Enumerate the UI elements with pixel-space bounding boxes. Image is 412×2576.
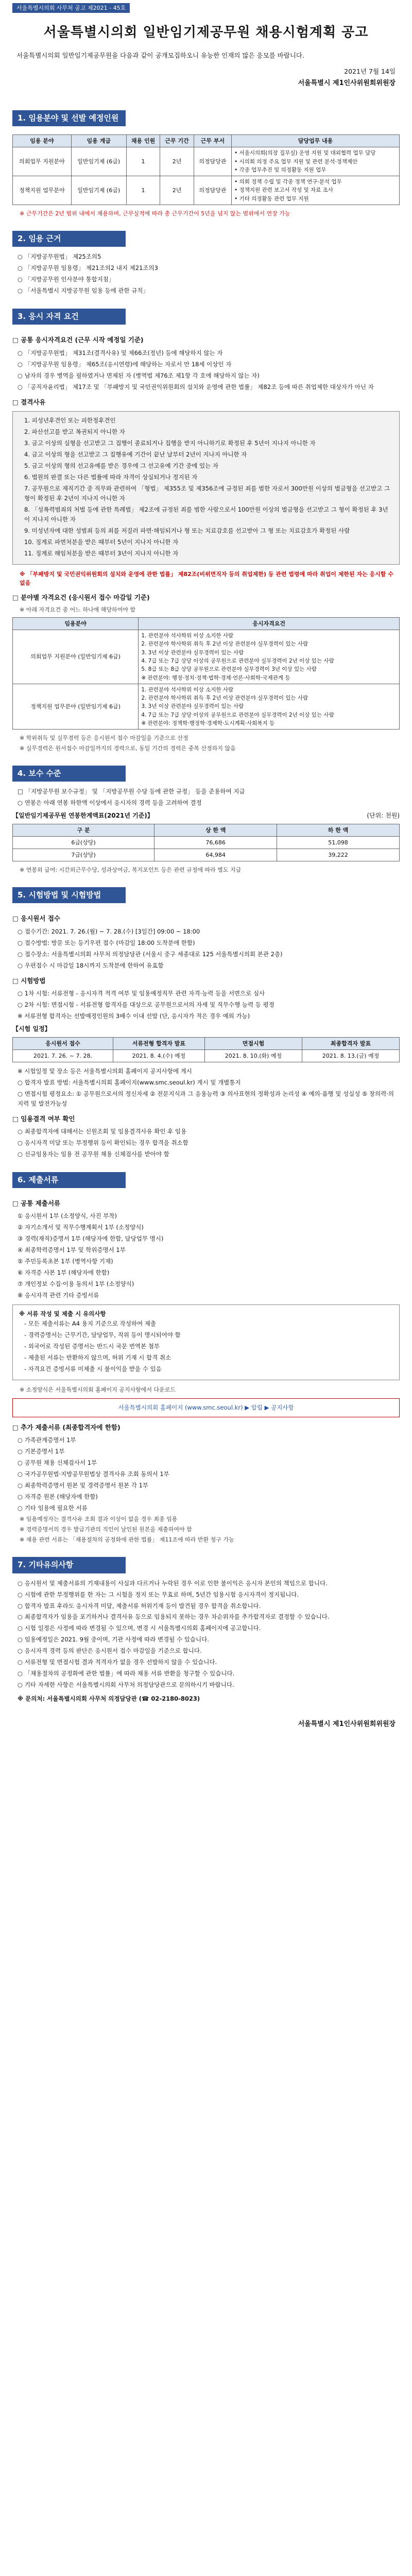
footer-org: 서울특별시 제1인사위원회위원장 <box>298 1720 396 1728</box>
list-item: - 제출된 서류는 반환하지 않으며, 허위 기재 시 합격 취소 <box>24 1354 171 1362</box>
disqualification-warning: ※ 「부패방지 및 국민권익위원회의 설치와 운영에 관한 법률」 제82조(비위면직자 등의 취업제한) 등 관련 법령에 따라 취업이 제한된 자는 응시할 수 없음 <box>20 570 393 586</box>
list-item: ④ 최종학력증명서 1부 및 학위증명서 1부 <box>18 1246 126 1254</box>
list-item: ※ 시험일정 및 장소 등은 서울특별시의회 홈페이지 공지사항에 게시 <box>18 1067 192 1075</box>
notice-number: 서울특별시의회 사무처 공고 제2021 - 45호 <box>12 3 130 13</box>
list-item: ① 응시원서 1부 (소정양식, 사진 부착) <box>18 1212 117 1220</box>
cell-grade: 6급(상당) <box>13 837 154 849</box>
list-item: - 자격요건 증빙서류 미제출 시 불이익을 받을 수 있음 <box>24 1365 162 1373</box>
list-item: ② 자기소개서 및 직무수행계획서 1부 (소정양식) <box>18 1224 144 1231</box>
cell-duties: • 의회 정책 수립 및 각종 정책 연구·분석 업무 • 정책지원 관련 보고서 작성 및 자료 조사 • 기타 의정활동 관련 업무 지원 <box>232 176 400 205</box>
column-header: 채용 인원 <box>126 135 160 147</box>
list-item: ○ 「지방공무원법」 제25조의5 <box>18 253 101 261</box>
cell-count: 1 <box>126 176 160 205</box>
field-req-table <box>12 617 400 730</box>
list-item: ○ 남자의 경우 병역을 필하였거나 면제된 자 (병역법 제76조 제1항 각 호에 해당하지 않는 자) <box>18 371 260 379</box>
cell-lower: 39,222 <box>277 849 400 861</box>
table-row <box>13 849 400 861</box>
list-item: ○ 접수장소: 서울특별시의회 사무처 의정담당관 (서울시 중구 세종대로 125 서울특별시의회 본관 2층) <box>18 950 283 958</box>
extra-note: ※ 실무경력은 원서접수 마감일까지의 경력으로, 동일 기간의 경력은 중복 산정하지 않음 <box>20 745 236 752</box>
list-item: ○ 면접시험 평정요소: ① 공무원으로서의 정신자세 ② 전문지식과 그 응용능력 ③ 의사표현의 정확성과 논리성 ④ 예의·품행 및 성실성 ⑤ 창의력·의지력 및 발전가능성 <box>18 1090 394 1107</box>
process-notes <box>12 1515 400 1544</box>
cell-dept: 의정담당관 <box>194 176 231 205</box>
exam-notes-list <box>12 1066 400 1109</box>
list-item: 6. 법원의 판결 또는 다른 법률에 따라 자격이 상실되거나 정지된 자 <box>24 473 198 481</box>
column-header: 서류전형 합격자 발표 <box>113 1037 204 1049</box>
documents-list <box>12 1211 400 1300</box>
positions-table <box>12 134 400 205</box>
list-item: ○ 최종학력증명서 원본 및 경력증명서 원본 각 1부 <box>18 1482 149 1489</box>
cell-upper: 76,686 <box>154 837 277 849</box>
notice-date: 2021년 7월 14일 <box>344 67 396 75</box>
cell-grade: 7급(상당) <box>13 849 154 861</box>
application-heading: □ 응시원서 접수 <box>12 914 60 923</box>
disqualification-heading: □ 결격사유 <box>12 398 46 406</box>
list-item: ○ 응시자격 미달 또는 부정행위 등이 확인되는 경우 합격을 취소함 <box>18 1139 188 1146</box>
schedule-cell: 2021. 8. 4.(수) 예정 <box>113 1049 204 1062</box>
list-item: - 외국어로 작성된 증명서는 반드시 국문 번역본 첨부 <box>24 1343 160 1350</box>
list-item: ○ 「서울특별시 지방공무원 임용 등에 관한 규칙」 <box>18 287 149 295</box>
list-item: ○ 시험에 관한 부정행위를 한 자는 그 시험을 정지 또는 무효로 하며, 5년간 임용시험 응시자격이 정지됩니다. <box>18 1590 299 1598</box>
list-item: ○ 「공직자윤리법」 제17조 및 「부패방지 및 국민권익위원회의 설치와 운영에 관한 법률」 제82조 등에 따른 취업제한 대상자가 아닌 자 <box>18 383 374 391</box>
intro-text: 서울특별시의회 일반임기제공무원을 다음과 같이 공개모집하오니 유능한 인재의 많은 응모를 바랍니다. <box>16 52 304 60</box>
column-header: 담당업무 내용 <box>232 135 400 147</box>
list-item: ⑥ 자격증 사본 1부 (해당자에 한함) <box>18 1269 110 1277</box>
list-item: 11. 징계로 해임처분을 받은 때부터 3년이 지나지 아니한 자 <box>24 549 179 557</box>
list-item: ○ 서류전형 및 면접시험 결과 적격자가 없을 경우 선발하지 않을 수 있습니다. <box>18 1658 217 1666</box>
caution-title: ※ 서류 작성 및 제출 시 유의사항 <box>19 1310 106 1318</box>
contact-info: ※ 문의처: 서울특별시의회 사무처 의정담당관 (☎ 02-2180-8023) <box>18 1695 200 1703</box>
list-item: ⑧ 응시자격 관련 기타 증빙서류 <box>18 1292 99 1299</box>
exam-method-list <box>12 989 400 1021</box>
column-header: 상 한 액 <box>154 824 277 837</box>
section-5-heading: 5. 시험방법 및 시험방법 <box>12 887 126 903</box>
cell-lower: 51,098 <box>277 837 400 849</box>
list-item: ○ 「지방공무원 임용령」 제65조(응시연령)에 해당하는 자로서 만 18세 이상인 자 <box>18 360 232 368</box>
column-header: 임용분야 <box>13 618 139 630</box>
list-item: - 모든 제출서류는 A4 용지 기준으로 작성하여 제출 <box>24 1320 156 1328</box>
cell-count: 1 <box>126 147 160 176</box>
list-item: ⑦ 개인정보 수집·이용 동의서 1부 (소정양식) <box>18 1280 134 1288</box>
list-item: ○ 응시원서 및 제출서류의 기재내용이 사실과 다르거나 누락된 경우 이로 인한 불이익은 응시자 본인의 책임으로 합니다. <box>18 1579 328 1587</box>
cell-requirements: 1. 관련분야 석사학위 이상 소지한 사람 2. 관련분야 학사학위 취득 후 2년 이상 관련분야 실무경력이 있는 사람 3. 3년 이상 관련분야 실무경력이 있는 사람 4. 7급 또는 7급 상당 이상의 공무원으로 관련분야 실무경력이 2년 이상 있는 사람 5. 8급 또는 8급 상당 공무원으로 관련분야 실무경력이 3년 이상 있는 사람 ※ 관련분야: 행정·정치·정책·법학·경제·언론·사회학·국제관계 등 <box>139 630 400 684</box>
disqualification-list <box>12 411 400 565</box>
list-item: ○ 기타 자세한 사항은 서울특별시의회 사무처 의정담당관으로 문의하시기 바랍니다. <box>18 1681 234 1689</box>
cell-duties: • 서울시의회(의장 집무실) 운영 지원 및 대외협력 업무 담당 • 시의회 의정 주요 업무 지원 및 관련 분석·정책제안 • 각종 업무추진 및 의정활동 지원 업무 <box>232 147 400 176</box>
field-req-heading: □ 분야별 자격요건 (응시원서 접수 마감일 기준) <box>12 593 150 601</box>
section-1-heading: 1. 임용분야 및 선발 예정인원 <box>12 110 126 126</box>
column-header: 근무 부서 <box>194 135 231 147</box>
schedule-caption: 【시험 일정】 <box>12 1025 51 1032</box>
salary-note: ※ 연봉외 급여: 시간외근무수당, 성과상여금, 복지포인트 등은 관련 규정에 따라 별도 지급 <box>20 867 242 874</box>
list-item: ○ 신규임용자는 임용 전 공무원 채용 신체검사를 받아야 함 <box>18 1150 169 1158</box>
schedule-cell: 2021. 7. 26. ~ 7. 28. <box>13 1049 113 1062</box>
list-item: ○ 기타 임용에 필요한 서류 <box>18 1504 88 1512</box>
table-row <box>13 147 400 176</box>
list-item: ○ 기본증명서 1부 <box>18 1448 65 1455</box>
column-header: 최종합격자 발표 <box>302 1037 399 1049</box>
list-item: ○ 「채용절차의 공정화에 관한 법률」에 따라 채용 서류 반환을 청구할 수 있습니다. <box>18 1670 235 1677</box>
disqual-check-list <box>12 1127 400 1159</box>
list-item: ○ 공무원 채용 신체검사서 1부 <box>18 1459 97 1467</box>
column-header: 면접시험 <box>204 1037 302 1049</box>
cell-upper: 64,984 <box>154 849 277 861</box>
cell-grade: 일반임기제 (6급) <box>71 176 126 205</box>
list-item: ○ 접수기간: 2021. 7. 26.(월) ~ 7. 28.(수) [3일간] 09:00 ~ 18:00 <box>18 927 200 935</box>
column-header: 응시자격요건 <box>139 618 400 630</box>
list-item: ○ 국가공무원법·지방공무원법상 결격사유 조회 동의서 1부 <box>18 1470 169 1478</box>
schedule-table <box>12 1037 400 1062</box>
cell-grade: 일반임기제 (6급) <box>71 147 126 176</box>
list-item: 3. 금고 이상의 실형을 선고받고 그 집행이 종료되거나 집행을 받지 아니하기로 확정된 후 5년이 지나지 아니한 자 <box>24 439 316 447</box>
column-header: 임용 분야 <box>13 135 72 147</box>
list-item: ○ 합격자 발표 방법: 서울특별시의회 홈페이지(www.smc.seoul.kr) 게시 및 개별통지 <box>18 1078 241 1086</box>
list-item: 5. 금고 이상의 형의 선고유예를 받은 경우에 그 선고유예 기간 중에 있는 자 <box>24 462 218 469</box>
table-row <box>13 176 400 205</box>
extra-docs-heading: □ 추가 제출서류 (최종합격자에 한함) <box>12 1423 121 1432</box>
list-item: 10. 징계로 파면처분을 받은 때부터 5년이 지나지 아니한 자 <box>24 538 179 546</box>
page-title: 서울특별시의회 일반임기제공무원 채용시험계획 공고 <box>43 25 369 41</box>
section-2-heading: 2. 임용 근거 <box>12 231 126 247</box>
list-item: ③ 경력(재직)증명서 1부 (해당자에 한함, 담당업무 명시) <box>18 1235 164 1243</box>
cell-field: 정책지원 업무분야 <box>13 176 72 205</box>
list-item: ○ 우편접수 시 마감일 18시까지 도착분에 한하여 유효함 <box>18 961 164 969</box>
cell-period: 2년 <box>160 176 194 205</box>
list-item: ○ 접수방법: 방문 또는 등기우편 접수 (마감일 18:00 도착분에 한함) <box>18 939 195 946</box>
extra-docs-list <box>12 1435 400 1513</box>
list-item: 4. 금고 이상의 형을 선고받고 그 집행유예 기간이 끝난 날부터 2년이 지나지 아니한 자 <box>24 450 247 458</box>
list-item: ○ 자격증 원본 (해당자에 한함) <box>18 1493 98 1501</box>
cell-field: 의회업무 지원분야 <box>13 147 72 176</box>
list-item: ○ 1차 시험: 서류전형 - 응시자격 적격 여부 및 임용예정직무 관련 자격·능력 등을 서면으로 심사 <box>18 990 265 997</box>
table-row <box>13 684 400 729</box>
cell-dept: 의정담당관 <box>194 147 231 176</box>
list-item: ○ 「지방공무원법」 제31조(결격사유) 및 제66조(정년) 등에 해당하지 않는 자 <box>18 349 223 357</box>
pay-line-1: □ 「지방공무원 보수규정」 및 「지방공무원 수당 등에 관한 규정」 등을 준용하여 지급 <box>18 788 245 795</box>
list-item: ※ 임용예정자는 결격사유 조회 결과 이상이 없을 경우 최종 임용 <box>20 1516 178 1523</box>
period-note: ※ 근무기간은 2년 범위 내에서 채용하며, 근무실적에 따라 총 근무기간이 5년을 넘지 않는 범위에서 연장 가능 <box>20 210 290 217</box>
list-item: ○ 시험 일정은 사정에 따라 변경될 수 있으며, 변경 시 서울특별시의회 홈페이지에 공고합니다. <box>18 1624 261 1632</box>
list-item: ○ 「지방공무원 인사분야 통합지침」 <box>18 276 115 283</box>
column-header: 근무 기간 <box>160 135 194 147</box>
list-item: 2. 파산선고를 받고 복권되지 아니한 자 <box>24 428 125 436</box>
cell-field: 의회업무 지원분야 (일반임기제 6급) <box>13 630 139 684</box>
list-item: ○ 최종합격자에 대해서는 신원조회 및 임용결격사유 확인 후 임용 <box>18 1127 187 1135</box>
field-req-note: ※ 아래 자격요건 중 어느 하나에 해당하여야 함 <box>20 606 135 614</box>
legal-basis-list <box>12 252 400 296</box>
list-item: ○ 가족관계증명서 1부 <box>18 1436 76 1444</box>
table-row <box>13 837 400 849</box>
exam-method-heading: □ 시험방법 <box>12 976 46 985</box>
list-item: ※ 경력증명서의 경우 발급기관의 직인이 날인된 원본을 제출하여야 함 <box>20 1526 192 1533</box>
cell-requirements: 1. 관련분야 석사학위 이상 소지한 사람 2. 관련분야 학사학위 취득 후 2년 이상 관련분야 실무경력이 있는 사람 3. 3년 이상 관련분야 실무경력이 있는 사람 4. 7급 또는 7급 상당 이상의 공무원으로 관련분야 실무경력이 2년 이상 있는 사람 ※ 관련분야: 정책학·행정학·경제학·도시계획·사회복지 등 <box>139 684 400 729</box>
list-item: ○ 2차 시험: 면접시험 - 서류전형 합격자를 대상으로 공무원으로서의 자세 및 직무수행 능력 등 평정 <box>18 1001 274 1009</box>
column-header: 임용 계급 <box>71 135 126 147</box>
table-row <box>13 630 400 684</box>
salary-table-caption: 【일반임기제공무원 연봉한계액표(2021년 기준)】 <box>12 812 153 820</box>
schedule-cell: 2021. 8. 10.(화) 예정 <box>204 1049 302 1062</box>
section-3-heading: 3. 응시 자격 요건 <box>12 309 126 325</box>
documents-caution-box <box>12 1304 400 1380</box>
list-item: ○ 최종합격자가 임용을 포기하거나 결격사유 등으로 임용되지 못하는 경우 차순위자를 추가합격자로 결정할 수 있습니다. <box>18 1613 330 1621</box>
other-notes-list <box>12 1579 400 1690</box>
column-header: 응시원서 접수 <box>13 1037 113 1049</box>
salary-table-unit: (단위: 천원) <box>367 812 400 820</box>
list-item: 7. 공무원으로 재직기간 중 직무와 관련하여 「형법」 제355조 및 제356조에 규정된 죄를 범한 자로서 300만원 이상의 벌금형을 선고받고 그 형이 확정된 후 2년이 지나지 아니한 자 <box>24 484 390 502</box>
req-note: ※ 학위취득 및 실무경력 등은 응시원서 접수 마감일을 기준으로 산정 <box>20 735 188 742</box>
cell-period: 2년 <box>160 147 194 176</box>
list-item: 1. 피성년후견인 또는 피한정후견인 <box>24 417 116 425</box>
pay-line-2: ○ 연봉은 아래 연봉 하한액 이상에서 응시자의 경력 등을 고려하여 결정 <box>18 799 202 807</box>
section-7-heading: 7. 기타유의사항 <box>12 1557 126 1573</box>
common-req-heading: □ 공통 응시자격요건 (근무 시작 예정일 기준) <box>12 336 144 344</box>
list-item: 9. 미성년자에 대한 성범죄 등의 죄를 저질러 파면·해임되거나 형 또는 치료감호를 선고받아 그 형 또는 치료감호가 확정된 사람 <box>24 527 350 534</box>
list-item: ○ 합격자 발표 후라도 응시자격 미달, 제출서류 허위기재 등이 발견될 경우 합격을 취소합니다. <box>18 1602 261 1609</box>
list-item: - 경력증명서는 근무기간, 담당업무, 직위 등이 명시되어야 함 <box>24 1331 181 1339</box>
application-list <box>12 927 400 971</box>
list-item: ※ 서류전형 합격자는 선발예정인원의 3배수 이내 선발 (단, 응시자가 적은 경우 예외 가능) <box>18 1012 250 1020</box>
schedule-cell: 2021. 8. 13.(금) 예정 <box>302 1049 399 1062</box>
disqual-check-heading: □ 임용결격 여부 확인 <box>12 1114 75 1123</box>
list-item: 8. 「성폭력범죄의 처벌 등에 관한 특례법」 제2조에 규정된 죄를 범한 사람으로서 100만원 이상의 벌금형을 선고받고 그 형이 확정된 후 3년이 지나지 아니한 자 <box>24 505 388 523</box>
list-item: ⑤ 주민등록초본 1부 (병역사항 기재) <box>18 1258 113 1265</box>
common-req-list <box>12 348 400 392</box>
list-item: ○ 응시자격 경력 등의 판단은 응시원서 접수 마감일을 기준으로 합니다. <box>18 1647 202 1655</box>
section-4-heading: 4. 보수 수준 <box>12 766 126 782</box>
homepage-link[interactable]: 서울특별시의회 홈페이지 (www.smc.seoul.kr) ▶ 알림 ▶ 공지사항 <box>12 1398 400 1417</box>
salary-table <box>12 824 400 861</box>
list-item: ○ 임용예정일은 2021. 9월 중이며, 기관 사정에 따라 변경될 수 있습니다. <box>18 1636 209 1643</box>
column-header: 구 분 <box>13 824 154 837</box>
list-item: ※ 채용 관련 서류는 「채용절차의 공정화에 관한 법률」 제11조에 따라 반환 청구 가능 <box>20 1536 234 1544</box>
download-note: ※ 소정양식은 서울특별시의회 홈페이지 공지사항에서 다운로드 <box>20 1386 176 1393</box>
column-header: 하 한 액 <box>277 824 400 837</box>
issuing-org: 서울특별시 제1인사위원회위원장 <box>298 79 396 87</box>
documents-heading: □ 공통 제출서류 <box>12 1199 60 1208</box>
section-6-heading: 6. 제출서류 <box>12 1172 126 1188</box>
list-item: ○ 「지방공무원 임용령」 제21조의2 내지 제21조의3 <box>18 264 158 272</box>
cell-field: 정책지원 업무분야 (일반임기제 6급) <box>13 684 139 729</box>
